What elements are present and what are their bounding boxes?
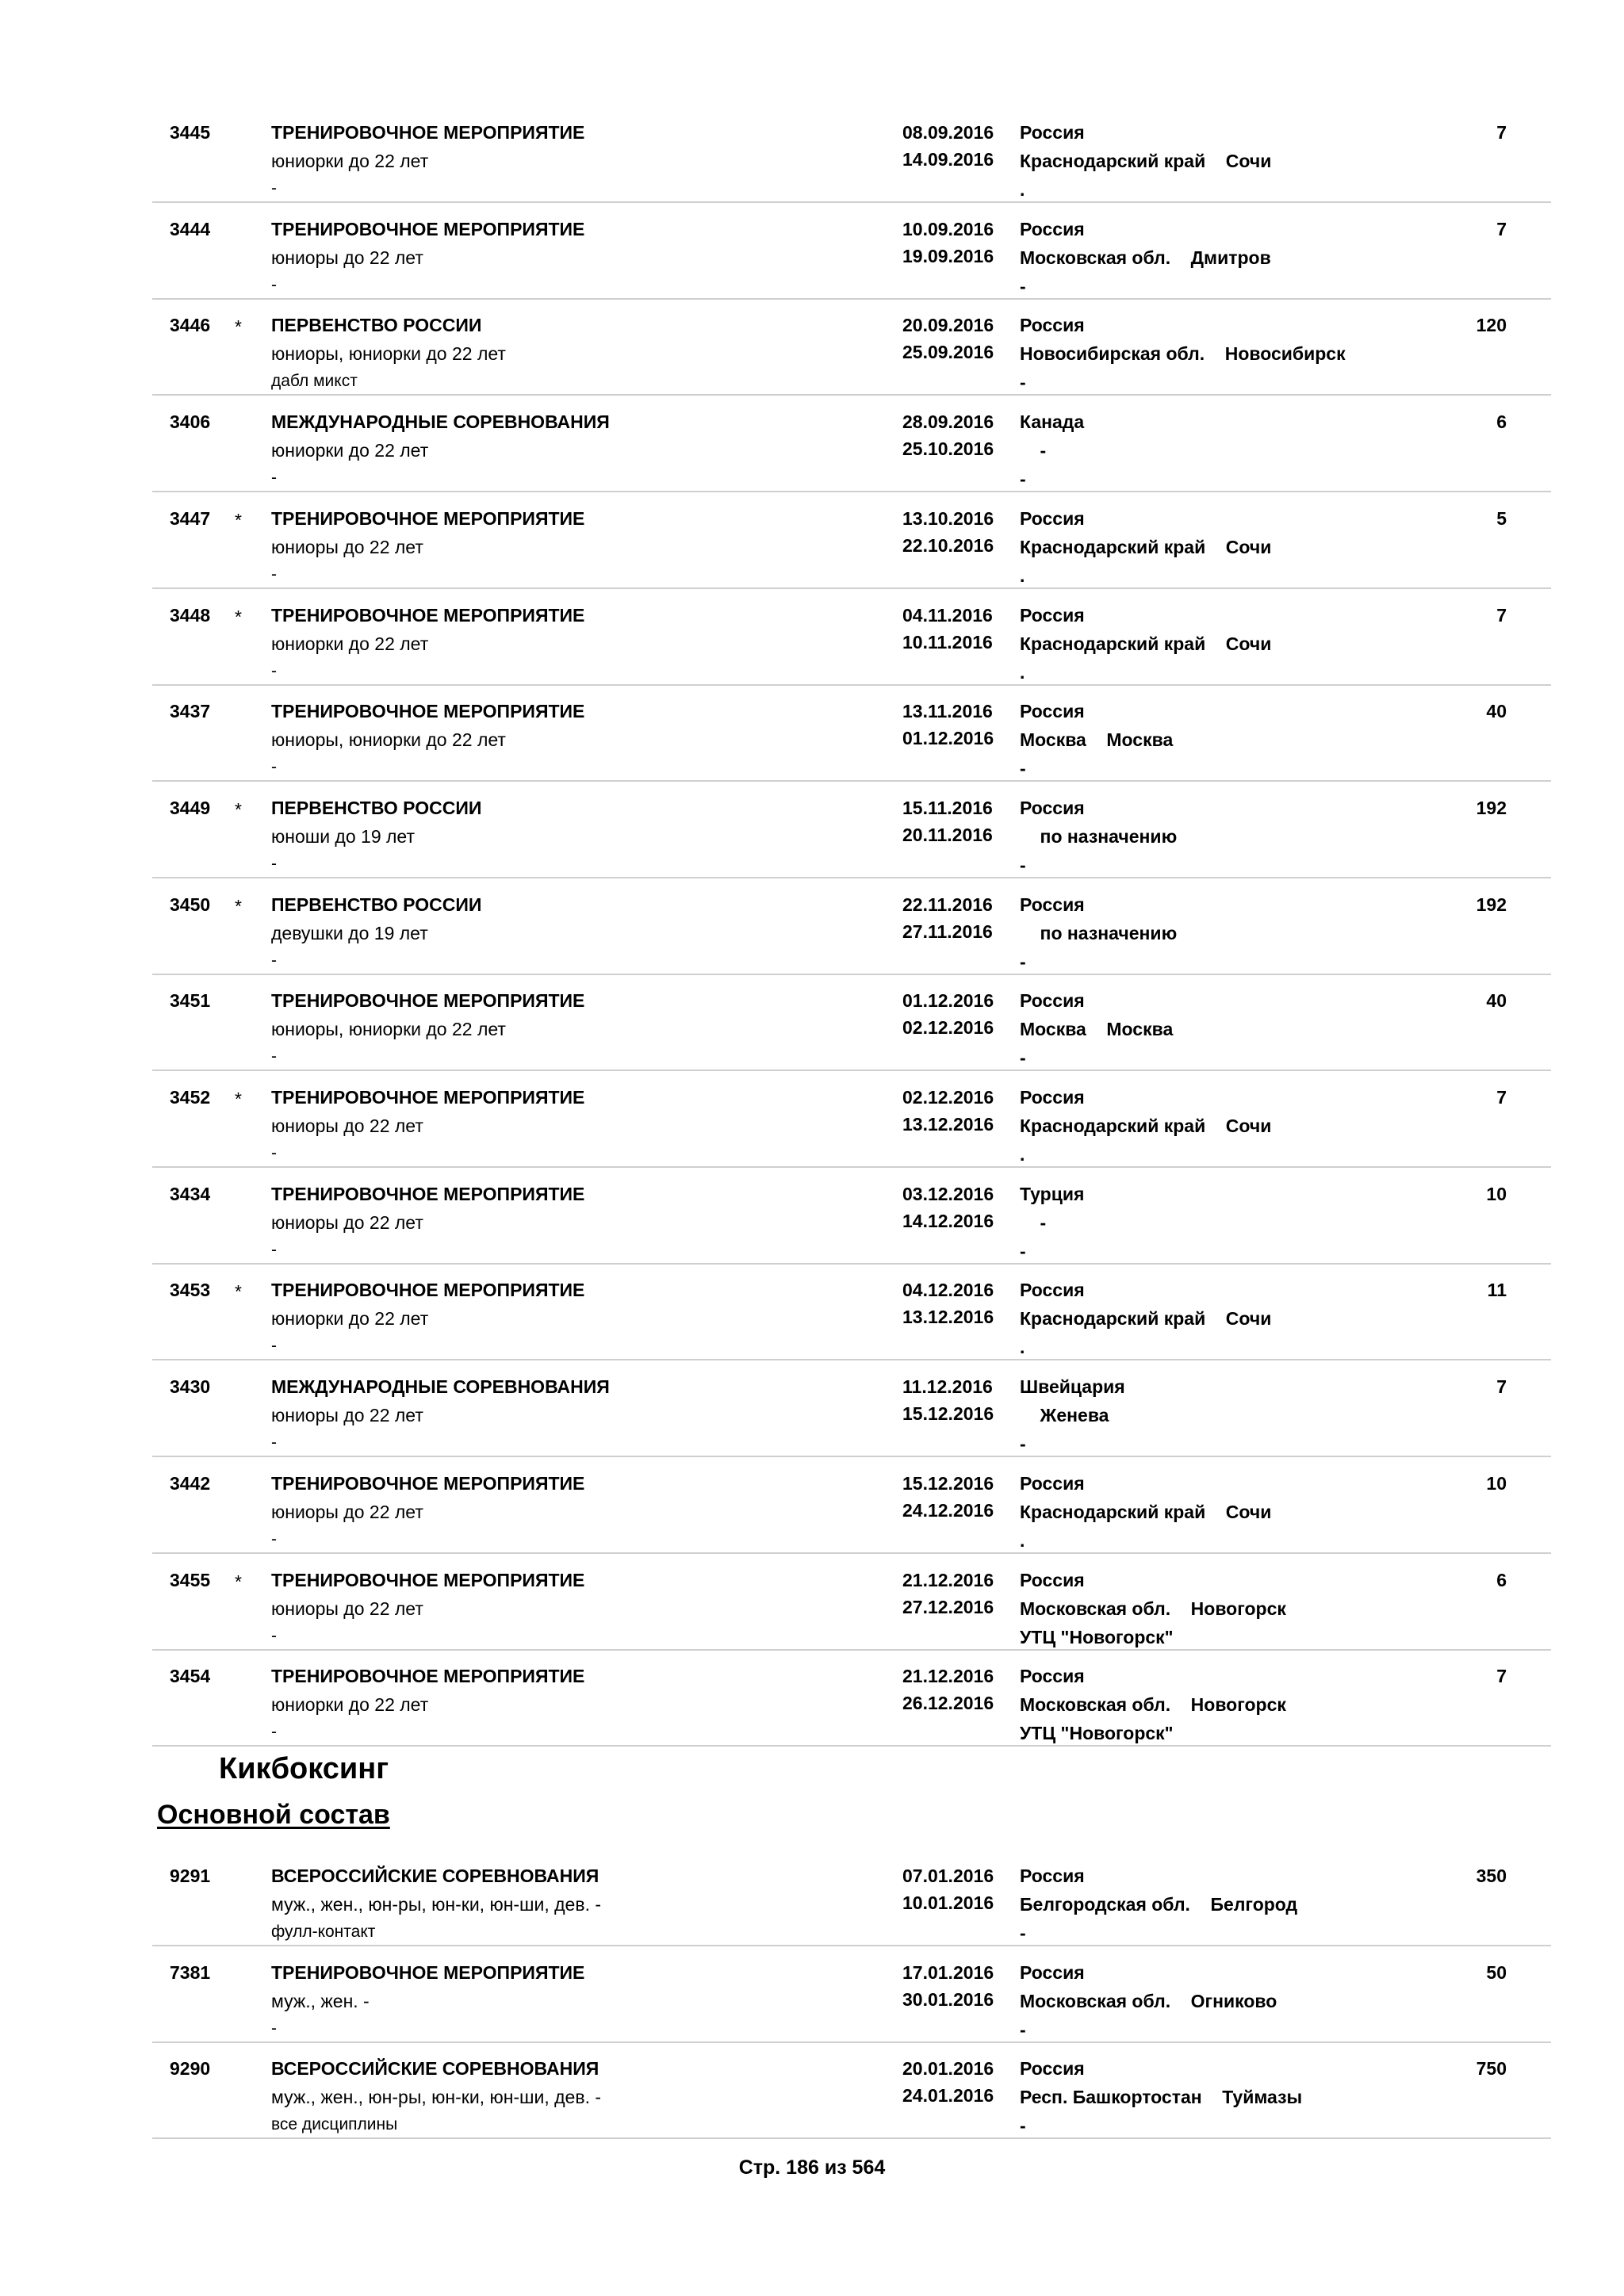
event-number: 3430 [170, 1376, 211, 1397]
date-start: 13.11.2016 [902, 701, 993, 721]
event-category: юниоры до 22 лет [271, 537, 423, 557]
event-title: ВСЕРОССИЙСКИЕ СОРЕВНОВАНИЯ [271, 2058, 599, 2079]
event-discipline: - [271, 276, 277, 294]
participant-count: 7 [1496, 122, 1507, 143]
priority-mark: * [235, 316, 242, 337]
participant-count: 5 [1496, 508, 1507, 529]
event-record [152, 205, 1551, 300]
event-title: ТРЕНИРОВОЧНОЕ МЕРОПРИЯТИЕ [271, 1962, 585, 1983]
priority-mark: * [235, 607, 242, 627]
date-start: 03.12.2016 [902, 1184, 994, 1204]
event-country: Россия [1020, 1666, 1085, 1686]
event-title: МЕЖДУНАРОДНЫЕ СОРЕВНОВАНИЯ [271, 1376, 610, 1397]
event-location: Краснодарский край Сочи [1020, 633, 1272, 654]
event-title: ТРЕНИРОВОЧНОЕ МЕРОПРИЯТИЕ [271, 508, 585, 529]
event-venue: - [1020, 855, 1026, 875]
event-category: юниоры до 22 лет [271, 1502, 423, 1522]
event-country: Россия [1020, 990, 1085, 1011]
event-number: 3445 [170, 122, 211, 143]
date-start: 21.12.2016 [902, 1570, 994, 1590]
event-category: юниоры, юниорки до 22 лет [271, 729, 506, 750]
date-start: 04.11.2016 [902, 605, 993, 626]
event-venue: . [1020, 1530, 1025, 1551]
event-title: ТРЕНИРОВОЧНОЕ МЕРОПРИЯТИЕ [271, 990, 585, 1011]
participant-count: 10 [1486, 1184, 1507, 1204]
sport-title: Кикбоксинг [219, 1752, 389, 1785]
event-country: Россия [1020, 1473, 1085, 1494]
event-record [152, 300, 1551, 396]
event-location: по назначению [1020, 826, 1178, 847]
event-category: юноши до 19 лет [271, 826, 415, 847]
event-venue: УТЦ "Новогорск" [1020, 1627, 1174, 1647]
event-country: Россия [1020, 1280, 1085, 1300]
date-start: 22.11.2016 [902, 894, 993, 915]
participant-count: 350 [1476, 1866, 1507, 1886]
event-venue: - [1020, 1433, 1026, 1454]
date-end: 30.01.2016 [902, 1989, 994, 2010]
event-location: Москва Москва [1020, 1019, 1174, 1039]
participant-count: 120 [1476, 315, 1507, 335]
date-end: 10.11.2016 [902, 632, 993, 652]
event-venue: - [1020, 1047, 1026, 1068]
event-number: 3455 [170, 1570, 211, 1590]
event-venue: - [1020, 2019, 1026, 2040]
event-record [152, 494, 1551, 589]
event-number: 3454 [170, 1666, 211, 1686]
date-start: 20.09.2016 [902, 315, 994, 335]
date-end: 25.10.2016 [902, 438, 994, 459]
event-country: Россия [1020, 798, 1085, 818]
event-location: по назначению [1020, 923, 1178, 943]
event-title: ТРЕНИРОВОЧНОЕ МЕРОПРИЯТИЕ [271, 1570, 585, 1590]
event-venue: УТЦ "Новогорск" [1020, 1723, 1174, 1743]
event-record [152, 1948, 1551, 2043]
participant-count: 6 [1496, 1570, 1507, 1590]
event-title: ТРЕНИРОВОЧНОЕ МЕРОПРИЯТИЕ [271, 1184, 585, 1204]
event-discipline: - [271, 758, 277, 776]
event-venue: . [1020, 1337, 1025, 1357]
priority-mark: * [235, 896, 242, 916]
event-record [152, 976, 1551, 1071]
event-discipline: - [271, 1144, 277, 1162]
date-start: 20.01.2016 [902, 2058, 994, 2079]
event-record [152, 1362, 1551, 1457]
event-country: Канада [1020, 411, 1085, 432]
event-number: 3451 [170, 990, 211, 1011]
date-end: 13.12.2016 [902, 1307, 994, 1327]
event-number: 3444 [170, 219, 211, 239]
event-venue: - [1020, 1241, 1026, 1261]
event-location: Московская обл. Огниково [1020, 1991, 1277, 2011]
priority-mark: * [235, 1089, 242, 1109]
participant-count: 40 [1486, 990, 1507, 1011]
section-title: Основной состав [157, 1800, 390, 1830]
event-country: Россия [1020, 701, 1085, 721]
event-title: ПЕРВЕНСТВО РОССИИ [271, 798, 482, 818]
event-title: ТРЕНИРОВОЧНОЕ МЕРОПРИЯТИЕ [271, 605, 585, 626]
event-location: Женева [1020, 1405, 1109, 1425]
event-country: Россия [1020, 122, 1085, 143]
date-end: 13.12.2016 [902, 1114, 994, 1135]
event-discipline: - [271, 2019, 277, 2038]
event-record [152, 1169, 1551, 1265]
event-category: юниорки до 22 лет [271, 1308, 429, 1329]
event-venue: - [1020, 2115, 1026, 2136]
event-country: Швейцария [1020, 1376, 1125, 1397]
date-start: 28.09.2016 [902, 411, 994, 432]
event-number: 3446 [170, 315, 211, 335]
event-country: Россия [1020, 894, 1085, 915]
event-record [152, 687, 1551, 782]
participant-count: 10 [1486, 1473, 1507, 1494]
event-number: 3447 [170, 508, 211, 529]
event-venue: - [1020, 1923, 1026, 1943]
date-start: 02.12.2016 [902, 1087, 994, 1108]
event-discipline: фулл-контакт [271, 1923, 376, 1941]
event-discipline: - [271, 855, 277, 873]
event-country: Россия [1020, 1962, 1085, 1983]
event-record [152, 1556, 1551, 1651]
date-start: 21.12.2016 [902, 1666, 994, 1686]
event-country: Россия [1020, 508, 1085, 529]
event-discipline: - [271, 951, 277, 970]
event-title: ВСЕРОССИЙСКИЕ СОРЕВНОВАНИЯ [271, 1866, 599, 1886]
event-venue: - [1020, 276, 1026, 297]
date-start: 15.12.2016 [902, 1473, 994, 1494]
event-category: юниорки до 22 лет [271, 1694, 429, 1715]
event-category: юниорки до 22 лет [271, 440, 429, 461]
event-category: юниоры до 22 лет [271, 1405, 423, 1425]
participant-count: 750 [1476, 2058, 1507, 2079]
event-location: Краснодарский край Сочи [1020, 1502, 1272, 1522]
event-discipline: - [271, 1433, 277, 1452]
event-location: Краснодарский край Сочи [1020, 537, 1272, 557]
event-title: ТРЕНИРОВОЧНОЕ МЕРОПРИЯТИЕ [271, 1087, 585, 1108]
event-category: муж., жен., юн-ры, юн-ки, юн-ши, дев. - [271, 1894, 602, 1915]
participant-count: 192 [1476, 798, 1507, 818]
event-number: 3434 [170, 1184, 211, 1204]
event-venue: . [1020, 565, 1025, 586]
event-category: юниоры до 22 лет [271, 1212, 423, 1233]
event-location: Белгородская обл. Белгород [1020, 1894, 1298, 1915]
event-discipline: - [271, 1337, 277, 1355]
event-country: Россия [1020, 1866, 1085, 1886]
event-record [152, 2044, 1551, 2139]
event-location: Респ. Башкортостан Туймазы [1020, 2087, 1303, 2107]
event-record [152, 1851, 1551, 1946]
event-venue: - [1020, 372, 1026, 392]
event-category: юниорки до 22 лет [271, 151, 429, 171]
event-record [152, 880, 1551, 975]
event-discipline: - [271, 1530, 277, 1548]
event-country: Россия [1020, 605, 1085, 626]
event-venue: . [1020, 179, 1025, 200]
event-record [152, 1459, 1551, 1554]
event-number: 3406 [170, 411, 211, 432]
event-discipline: - [271, 469, 277, 487]
event-venue: . [1020, 662, 1025, 683]
participant-count: 11 [1487, 1280, 1507, 1300]
event-number: 3450 [170, 894, 211, 915]
priority-mark: * [235, 1571, 242, 1592]
participant-count: 6 [1496, 411, 1507, 432]
event-venue: . [1020, 1144, 1025, 1165]
date-start: 10.09.2016 [902, 219, 994, 239]
event-title: ТРЕНИРОВОЧНОЕ МЕРОПРИЯТИЕ [271, 219, 585, 239]
date-end: 24.12.2016 [902, 1500, 994, 1521]
date-end: 26.12.2016 [902, 1693, 994, 1713]
date-end: 10.01.2016 [902, 1892, 994, 1913]
date-start: 15.11.2016 [902, 798, 993, 818]
event-category: юниоры, юниорки до 22 лет [271, 343, 506, 364]
event-country: Россия [1020, 2058, 1085, 2079]
date-end: 02.12.2016 [902, 1017, 994, 1038]
event-number: 3452 [170, 1087, 211, 1108]
event-category: юниоры до 22 лет [271, 1115, 423, 1136]
event-country: Турция [1020, 1184, 1085, 1204]
event-title: ТРЕНИРОВОЧНОЕ МЕРОПРИЯТИЕ [271, 122, 585, 143]
date-end: 20.11.2016 [902, 825, 993, 845]
event-country: Россия [1020, 219, 1085, 239]
event-discipline: - [271, 1241, 277, 1259]
date-end: 14.12.2016 [902, 1211, 994, 1231]
date-end: 14.09.2016 [902, 149, 994, 170]
event-number: 3449 [170, 798, 211, 818]
event-country: Россия [1020, 1087, 1085, 1108]
event-record [152, 783, 1551, 878]
event-location: Московская обл. Новогорск [1020, 1598, 1286, 1619]
event-discipline: - [271, 1627, 277, 1645]
date-end: 19.09.2016 [902, 246, 994, 266]
date-end: 15.12.2016 [902, 1403, 994, 1424]
event-location: - [1020, 1212, 1047, 1233]
event-number: 3448 [170, 605, 211, 626]
date-end: 24.01.2016 [902, 2085, 994, 2106]
date-start: 17.01.2016 [902, 1962, 994, 1983]
date-end: 01.12.2016 [902, 728, 994, 748]
date-start: 08.09.2016 [902, 122, 994, 143]
event-location: Краснодарский край Сочи [1020, 1115, 1272, 1136]
event-discipline: - [271, 1047, 277, 1066]
event-category: девушки до 19 лет [271, 923, 428, 943]
event-category: юниоры до 22 лет [271, 1598, 423, 1619]
event-location: Краснодарский край Сочи [1020, 151, 1272, 171]
participant-count: 50 [1486, 1962, 1507, 1983]
event-country: Россия [1020, 1570, 1085, 1590]
event-number: 9291 [170, 1866, 211, 1886]
event-title: ПЕРВЕНСТВО РОССИИ [271, 315, 482, 335]
date-start: 01.12.2016 [902, 990, 994, 1011]
date-start: 04.12.2016 [902, 1280, 994, 1300]
event-location: - [1020, 440, 1047, 461]
event-discipline: - [271, 179, 277, 197]
date-start: 13.10.2016 [902, 508, 994, 529]
event-number: 7381 [170, 1962, 211, 1983]
event-location: Москва Москва [1020, 729, 1174, 750]
event-record [152, 1265, 1551, 1360]
event-category: муж., жен., юн-ры, юн-ки, юн-ши, дев. - [271, 2087, 602, 2107]
date-end: 25.09.2016 [902, 342, 994, 362]
event-discipline: - [271, 662, 277, 680]
event-record [152, 397, 1551, 492]
event-location: Московская обл. Новогорск [1020, 1694, 1286, 1715]
date-start: 07.01.2016 [902, 1866, 994, 1886]
event-discipline: - [271, 1723, 277, 1741]
participant-count: 7 [1496, 1666, 1507, 1686]
priority-mark: * [235, 799, 242, 820]
event-venue: - [1020, 469, 1026, 489]
date-start: 11.12.2016 [902, 1376, 993, 1397]
participant-count: 7 [1496, 219, 1507, 239]
event-record [152, 108, 1551, 203]
event-category: юниорки до 22 лет [271, 633, 429, 654]
participant-count: 7 [1496, 1376, 1507, 1397]
event-country: Россия [1020, 315, 1085, 335]
event-record [152, 1651, 1551, 1747]
date-end: 27.12.2016 [902, 1597, 994, 1617]
event-number: 9290 [170, 2058, 211, 2079]
event-discipline: - [271, 565, 277, 584]
event-number: 3453 [170, 1280, 211, 1300]
event-location: Московская обл. Дмитров [1020, 247, 1271, 268]
event-title: ТРЕНИРОВОЧНОЕ МЕРОПРИЯТИЕ [271, 701, 585, 721]
priority-mark: * [235, 1281, 242, 1302]
event-number: 3437 [170, 701, 211, 721]
event-location: Краснодарский край Сочи [1020, 1308, 1272, 1329]
date-end: 27.11.2016 [902, 921, 993, 942]
event-venue: - [1020, 758, 1026, 779]
event-discipline: все дисциплины [271, 2115, 398, 2133]
participant-count: 7 [1496, 1087, 1507, 1108]
event-record [152, 591, 1551, 686]
event-number: 3442 [170, 1473, 211, 1494]
event-location: Новосибирская обл. Новосибирск [1020, 343, 1346, 364]
participant-count: 7 [1496, 605, 1507, 626]
priority-mark: * [235, 510, 242, 530]
event-category: юниоры до 22 лет [271, 247, 423, 268]
date-end: 22.10.2016 [902, 535, 994, 556]
page-number: Стр. 186 из 564 [738, 2156, 886, 2179]
event-record [152, 1073, 1551, 1168]
event-title: МЕЖДУНАРОДНЫЕ СОРЕВНОВАНИЯ [271, 411, 610, 432]
event-category: юниоры, юниорки до 22 лет [271, 1019, 506, 1039]
event-title: ТРЕНИРОВОЧНОЕ МЕРОПРИЯТИЕ [271, 1280, 585, 1300]
event-title: ТРЕНИРОВОЧНОЕ МЕРОПРИЯТИЕ [271, 1666, 585, 1686]
event-venue: - [1020, 951, 1026, 972]
event-title: ПЕРВЕНСТВО РОССИИ [271, 894, 482, 915]
participant-count: 192 [1476, 894, 1507, 915]
event-discipline: дабл микст [271, 372, 358, 390]
event-category: муж., жен. - [271, 1991, 370, 2011]
event-title: ТРЕНИРОВОЧНОЕ МЕРОПРИЯТИЕ [271, 1473, 585, 1494]
participant-count: 40 [1486, 701, 1507, 721]
